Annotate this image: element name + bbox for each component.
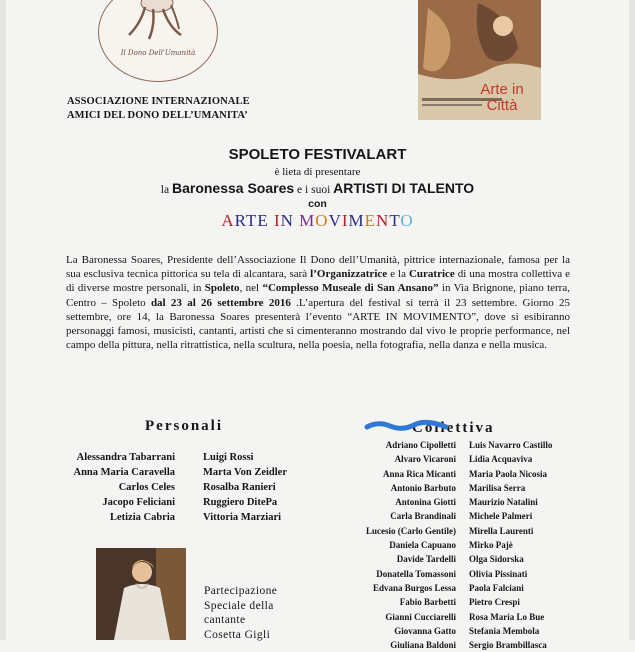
artist-name: Marilisa Serra [469,482,526,493]
singer-photo [96,548,186,640]
artist-name: Carlos Celes [118,482,175,493]
event-title-letter: O [315,211,329,230]
personali-list-left [40,450,175,525]
event-title-letter: T [245,211,258,230]
artist-name: Luigi Rossi [203,452,254,463]
personali-list-right [203,450,287,525]
desc-city: Spoleto [204,282,240,295]
artist-name: Fabio Barbetti [399,597,456,608]
artist-name: Adriano Cipolletti [385,440,456,450]
collettiva-heading: Collettiva [412,420,495,436]
arte-in-citta-poster [418,0,541,120]
artists-label: ARTISTI DI TALENTO [333,180,475,196]
artist-name: Vittoria Marziari [203,512,282,523]
baroness-line-mid: e i suoi [297,184,331,196]
artist-name: Mirella Laurenti [469,525,534,536]
event-title-letter: I [341,211,349,230]
poster-title-line-2: Città [486,97,518,114]
event-title-letter: A [221,211,235,230]
artist-name: Stefania Membola [469,625,540,636]
description-paragraph [66,253,570,352]
event-title-arte-in-movimento [0,211,635,231]
baroness-line-prefix: la [160,184,170,196]
artist-name: Giuliana Baldoni [390,640,456,651]
poster-title [464,82,540,114]
desc-dates: dal 23 al 26 settembre 2016 [150,296,291,309]
artist-name: Maurizio Natalini [469,497,538,508]
right-page-edge [629,0,635,640]
artist-name: Davide Tardelli [396,554,456,565]
artist-name: Pietro Crespi [469,597,520,608]
artist-name: Edvana Burgos Lessa [372,582,456,593]
artist-name: Maria Paola Nicosia [469,468,547,479]
event-title-letter: E [257,211,269,230]
artist-name: Anna Rica Micanti [383,468,456,479]
event-title-letter: V [328,211,342,230]
artist-name: Daniela Capuano [389,540,456,551]
desc-s6: .L’apertura del festival si terrà il 23 settembre. Giorno 25 settembre, ore 14, la Baronessa Soares presenterà l’evento “ARTE IN MOVIMENTO”, dove si esibiranno personaggi famosi, musicisti, cantanti, artisti che si cimenteranno mostrando dal vivo le proprie performance, nel campo della pittura, nella ritrattistica, nella scultura, nella poesia, nella fotografia, nella danza e nella musica. [66,296,570,352]
event-description [66,253,570,352]
artist-name: Giovanna Gatto [394,625,456,636]
singer-illustration [96,548,186,640]
desc-s4: , nel [239,282,263,295]
artist-name: Michele Palmeri [469,511,533,522]
desc-s2: e la [387,268,409,281]
logo-script-text: Il Dono Dell'Umanità [120,49,196,57]
event-title-letter: R [234,211,246,230]
event-title-letter: N [280,211,294,230]
artist-name: Letizia Cabria [109,512,175,523]
desc-curator: Curatrice [408,268,455,281]
presents-subtitle: è lieta di presentare [274,166,361,178]
event-title-letter: M [348,211,365,230]
desc-s1: La Baronessa Soares, Presidente dell’Associazione Il Dono dell’Umanità, pittrice internazionale, famosa per la sua esclusiva tecnica pittorica su tela di alcantara, sarà [66,254,570,281]
event-title-letter: T [389,211,401,230]
artist-name: Rosalba Ranieri [203,482,276,493]
collettiva-list-left [350,438,456,652]
special-line-2: Speciale della [204,599,274,612]
special-line-4: Cosetta Gigli [204,628,271,641]
baroness-line [0,180,635,196]
event-title-letter: N [376,211,390,230]
association-logo [98,0,218,82]
artist-name: Ruggiero DitePa [203,497,278,508]
personali-heading: Personali [145,418,223,434]
artist-name: Antonio Barbuto [390,482,456,493]
event-title-letter: I [273,211,281,230]
artist-name: Alvaro Vicaroni [394,454,456,465]
poster-title-line-1: Arte in [480,81,524,98]
artist-name: Gianni Cucciarelli [385,611,456,622]
artist-name: Rosa Maria Lo Bue [469,611,545,622]
association-line-1: ASSOCIAZIONE INTERNAZIONALE [67,96,250,107]
special-line-1: Partecipazione [204,585,278,597]
artist-name: Alessandra Tabarrani [76,452,175,463]
event-title-letter: E [364,211,377,230]
con-label: con [308,198,327,210]
blue-scribble-mark [364,418,450,434]
association-line-2: AMICI DEL DONO DELL’UMANITA’ [67,110,248,121]
artist-name: Paola Falciani [469,582,524,593]
artist-name: Lidia Acquaviva [469,454,533,465]
artist-name: Donatella Tomassoni [376,568,456,579]
special-participation [204,584,277,642]
artist-name: Olga Sidorska [469,554,524,565]
collettiva-list-right [469,438,552,652]
artist-name: Lucesio (Carlo Gentile) [366,525,456,536]
event-title-letter: M [299,211,316,230]
artist-name: Olivia Pissinati [469,568,528,579]
left-page-edge [0,0,6,640]
desc-s5: in Via Brignone, piano terra, Centro – Spoleto [66,282,570,309]
desc-venue: “Complesso Museale di San Ansano” [262,282,439,295]
association-name [67,95,250,123]
festival-title: SPOLETO FESTIVALART [228,146,407,163]
artist-name: Sergio Brambillasca [469,640,547,651]
baroness-name: Baronessa Soares [171,180,295,196]
artist-name: Luis Navarro Castillo [469,440,553,450]
artist-name: Carla Brandinali [390,511,456,522]
artist-name: Marta Von Zeidler [203,467,287,478]
artist-name: Anna Maria Caravella [73,467,175,478]
artist-name: Antonina Giotti [395,497,456,508]
artist-name: Jacopo Feliciani [102,497,175,508]
desc-s3: di una mostra collettiva e di diverse mostre personali, in [66,268,571,295]
event-title-letter: O [400,211,414,230]
desc-organizer: l’Organizzatrice [310,268,388,281]
dancer-illustration [99,0,217,49]
artist-name: Mirko Pajè [469,540,513,551]
special-line-3: cantante [204,614,246,626]
